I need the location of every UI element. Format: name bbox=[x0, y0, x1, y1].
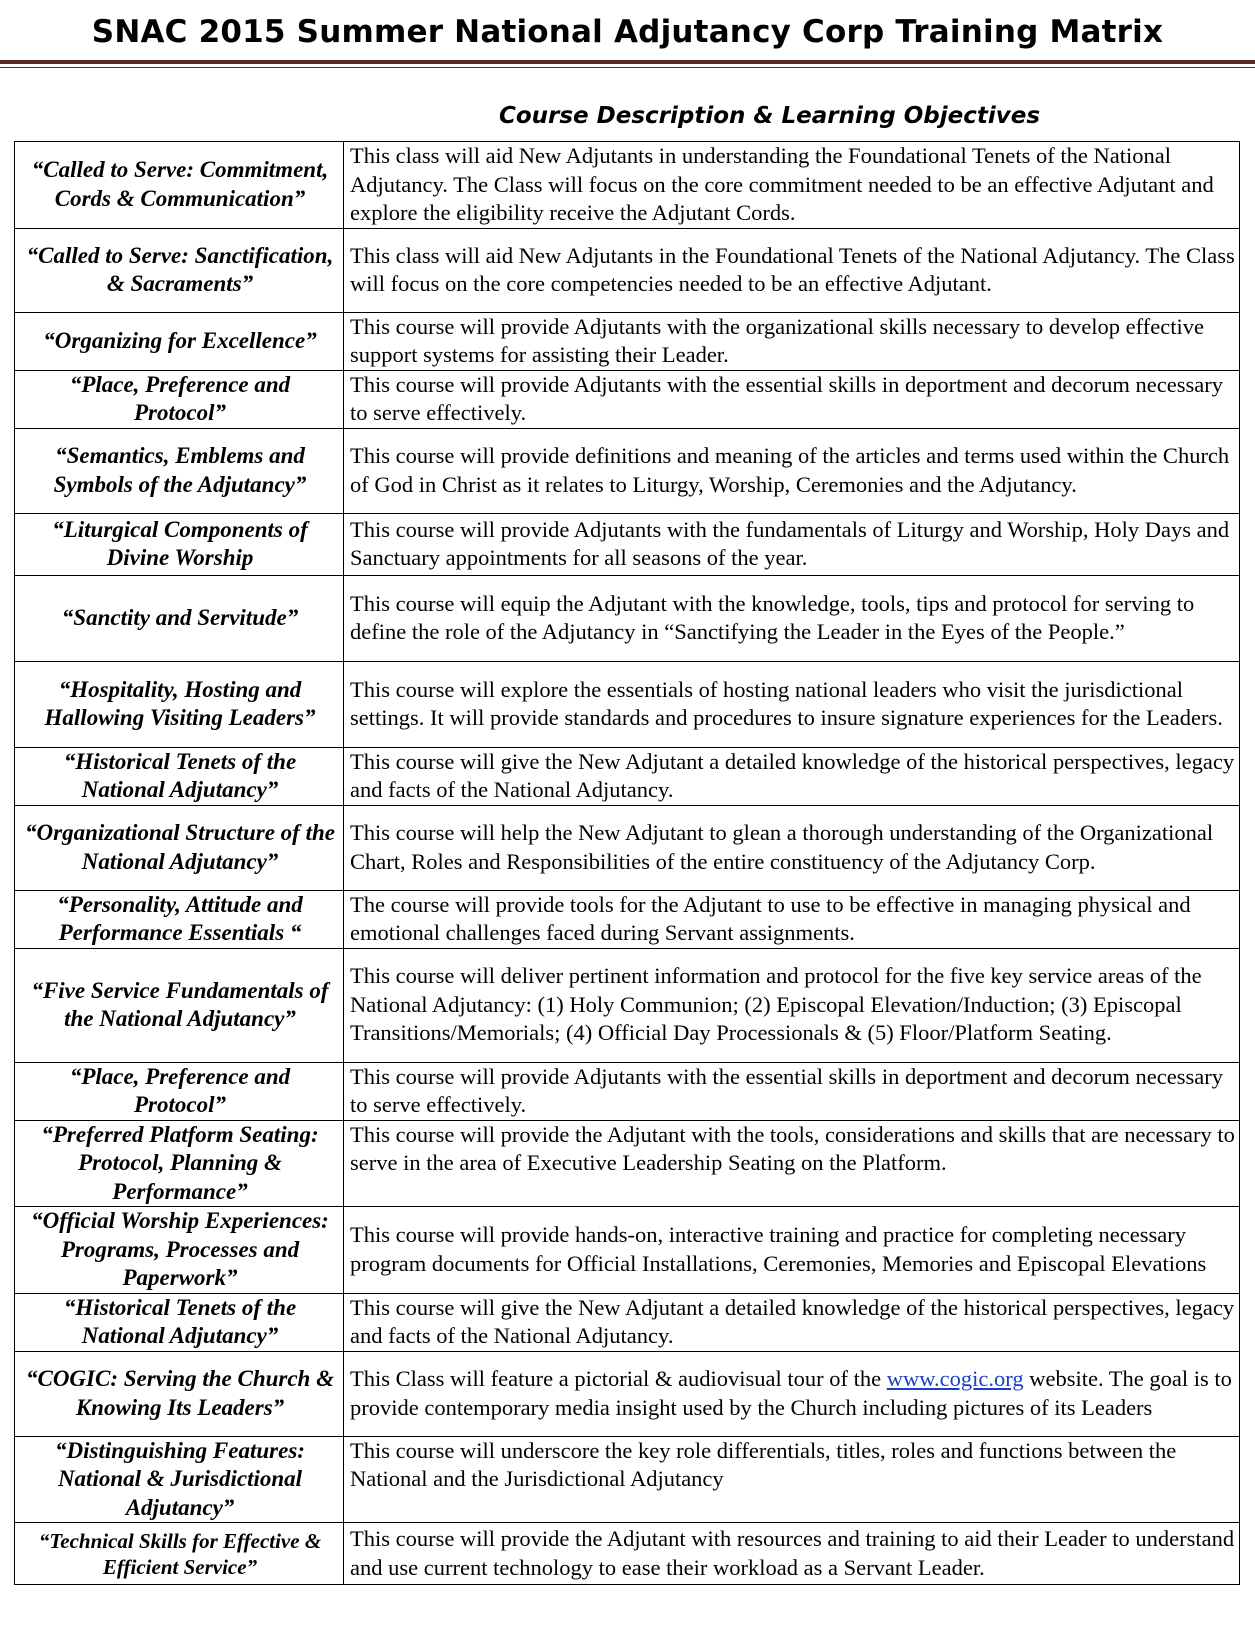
course-description: This course will underscore the key role differentials, titles, roles and functions between the National and the Jurisdictional Adjutancy bbox=[344, 1436, 1240, 1523]
course-description: This course will provide Adjutants with the essential skills in deportment and decorum necessary to serve effectively. bbox=[344, 1062, 1240, 1120]
table-row bbox=[15, 948, 1240, 1062]
course-title: “Sanctity and Servitude” bbox=[15, 575, 344, 661]
course-title: “Five Service Fundamentals of the National Adjutancy” bbox=[15, 948, 344, 1062]
course-title: “Place, Preference and Protocol” bbox=[15, 370, 344, 428]
course-title: “Historical Tenets of the National Adjutancy” bbox=[15, 747, 344, 805]
table-row bbox=[15, 575, 1240, 661]
course-description: This course will explore the essentials of hosting national leaders who visit the jurisdictional settings. It will provide standards and procedures to insure signature experiences for the Leaders. bbox=[344, 661, 1240, 747]
course-description: This course will provide the Adjutant with the tools, considerations and skills that are necessary to serve in the area of Executive Leadership Seating on the Platform. bbox=[344, 1120, 1240, 1207]
table-row bbox=[15, 661, 1240, 747]
table-row bbox=[15, 747, 1240, 805]
course-title: “Called to Serve: Sanctification, & Sacraments” bbox=[15, 228, 344, 312]
course-description: This course will give the New Adjutant a detailed knowledge of the historical perspectives, legacy and facts of the National Adjutancy. bbox=[344, 1293, 1240, 1351]
course-title: “Organizing for Excellence” bbox=[15, 312, 344, 370]
course-title: “Distinguishing Features: National & Jurisdictional Adjutancy” bbox=[15, 1436, 344, 1523]
table-row bbox=[15, 370, 1240, 428]
table-row bbox=[15, 890, 1240, 948]
course-description: This course will provide the Adjutant with resources and training to aid their Leader to understand and use current technology to ease their workload as a Servant Leader. bbox=[344, 1523, 1240, 1585]
course-title: “Preferred Platform Seating: Protocol, Planning & Performance” bbox=[15, 1120, 344, 1207]
course-title: “Technical Skills for Effective & Efficient Service” bbox=[15, 1523, 344, 1585]
course-description: This course will give the New Adjutant a detailed knowledge of the historical perspectives, legacy and facts of the National Adjutancy. bbox=[344, 747, 1240, 805]
table-row bbox=[15, 513, 1240, 575]
table-row bbox=[15, 1351, 1240, 1436]
table-row bbox=[15, 1120, 1240, 1207]
course-title: “COGIC: Serving the Church & Knowing Its Leaders” bbox=[15, 1351, 344, 1436]
table-row bbox=[15, 1523, 1240, 1585]
course-description: This course will deliver pertinent information and protocol for the five key service areas of the National Adjutancy: (1) Holy Communion; (2) Episcopal Elevation/Induction; (3) Episcopal Transitions/Memorials; (4) Official Day Processionals & (5) Floor/Platform Seating. bbox=[344, 948, 1240, 1062]
training-matrix-table bbox=[14, 141, 1240, 1585]
course-title: “Place, Preference and Protocol” bbox=[15, 1062, 344, 1120]
course-description-text: website. The goal is to provide contemporary media insight used by the Church including pictures of its Leaders bbox=[350, 1366, 1232, 1420]
table-row bbox=[15, 1207, 1240, 1294]
table-row bbox=[15, 805, 1240, 890]
course-description: This course will provide Adjutants with the organizational skills necessary to develop effective support systems for assisting their Leader. bbox=[344, 312, 1240, 370]
title-rule-thin bbox=[0, 67, 1255, 68]
course-description: This course will provide hands-on, interactive training and practice for completing necessary program documents for Official Installations, Ceremonies, Memories and Episcopal Elevations bbox=[344, 1207, 1240, 1294]
table-row bbox=[15, 1062, 1240, 1120]
course-title: “Liturgical Components of Divine Worship bbox=[15, 513, 344, 575]
course-title: “Semantics, Emblems and Symbols of the Adjutancy” bbox=[15, 428, 344, 513]
course-description: This course will provide Adjutants with the essential skills in deportment and decorum necessary to serve effectively. bbox=[344, 370, 1240, 428]
course-title: “Called to Serve: Commitment, Cords & Communication” bbox=[15, 142, 344, 229]
table-row bbox=[15, 228, 1240, 312]
course-description: This course will provide Adjutants with the fundamentals of Liturgy and Worship, Holy Days and Sanctuary appointments for all seasons of the year. bbox=[344, 513, 1240, 575]
table-row bbox=[15, 312, 1240, 370]
table-row bbox=[15, 1293, 1240, 1351]
course-title: “Hospitality, Hosting and Hallowing Visiting Leaders” bbox=[15, 661, 344, 747]
page-title: SNAC 2015 Summer National Adjutancy Corp Training Matrix bbox=[91, 14, 1164, 50]
course-description: This course will provide definitions and meaning of the articles and terms used within the Church of God in Christ as it relates to Liturgy, Worship, Ceremonies and the Adjutancy. bbox=[344, 428, 1240, 513]
column-heading: Course Description & Learning Objectives bbox=[498, 103, 1041, 129]
course-description: This course will equip the Adjutant with the knowledge, tools, tips and protocol for serving to define the role of the Adjutancy in “Sanctifying the Leader in the Eyes of the People.” bbox=[344, 575, 1240, 661]
course-description: This course will help the New Adjutant to glean a thorough understanding of the Organizational Chart, Roles and Responsibilities of the entire constituency of the Adjutancy Corp. bbox=[344, 805, 1240, 890]
course-title: “Personality, Attitude and Performance Essentials “ bbox=[15, 890, 344, 948]
course-description-text: This Class will feature a pictorial & audiovisual tour of the bbox=[350, 1366, 887, 1391]
course-description bbox=[344, 1351, 1240, 1436]
table-row bbox=[15, 142, 1240, 229]
course-title: “Official Worship Experiences: Programs, Processes and Paperwork” bbox=[15, 1207, 344, 1294]
course-description: This class will aid New Adjutants in understanding the Foundational Tenets of the National Adjutancy. The Class will focus on the core commitment needed to be an effective Adjutant and explore the eligibility receive the Adjutant Cords. bbox=[344, 142, 1240, 229]
course-title: “Historical Tenets of the National Adjutancy” bbox=[15, 1293, 344, 1351]
course-description: The course will provide tools for the Adjutant to use to be effective in managing physical and emotional challenges faced during Servant assignments. bbox=[344, 890, 1240, 948]
course-description: This class will aid New Adjutants in the Foundational Tenets of the National Adjutancy. The Class will focus on the core competencies needed to be an effective Adjutant. bbox=[344, 228, 1240, 312]
course-title: “Organizational Structure of the National Adjutancy” bbox=[15, 805, 344, 890]
cogic-website-link[interactable]: www.cogic.org bbox=[886, 1366, 1024, 1391]
table-row bbox=[15, 428, 1240, 513]
title-rule-thick bbox=[0, 60, 1255, 64]
table-row bbox=[15, 1436, 1240, 1523]
